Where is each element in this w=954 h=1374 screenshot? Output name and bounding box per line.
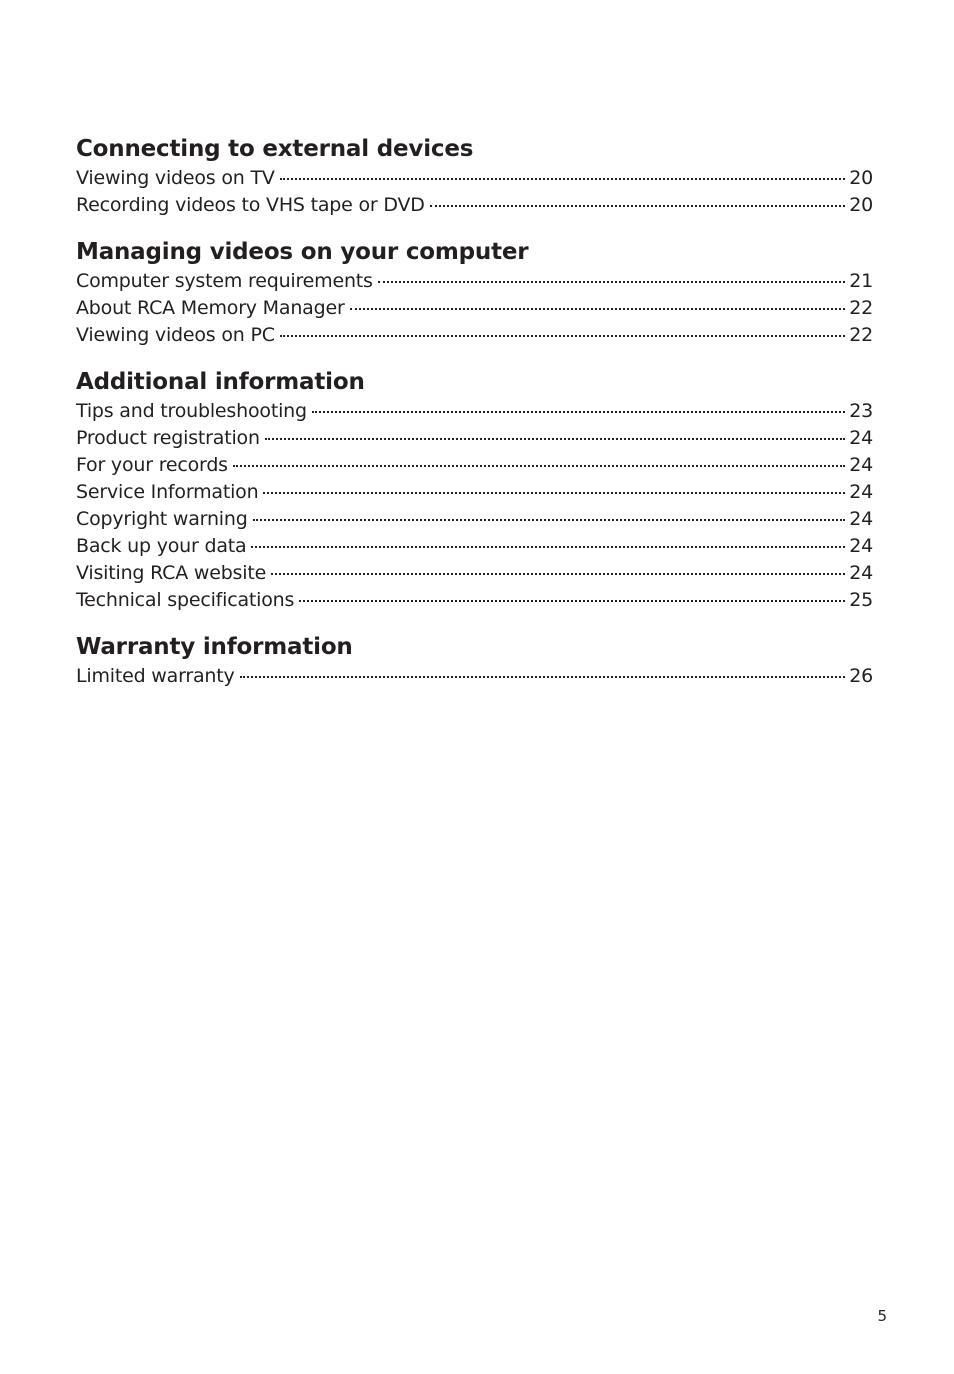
dot-leader bbox=[280, 170, 846, 180]
entry-page-number: 23 bbox=[849, 400, 873, 422]
toc-entry[interactable] bbox=[76, 322, 873, 349]
entry-title: Product registration bbox=[76, 427, 260, 449]
entry-title: Service Information bbox=[76, 481, 259, 503]
entry-title: Recording videos to VHS tape or DVD bbox=[76, 194, 425, 216]
toc-entry[interactable] bbox=[76, 268, 873, 295]
entry-title: Tips and troubleshooting bbox=[76, 400, 307, 422]
entry-title: For your records bbox=[76, 454, 228, 476]
dot-leader bbox=[263, 484, 845, 494]
dot-leader bbox=[233, 457, 845, 467]
entry-title: Limited warranty bbox=[76, 665, 235, 687]
table-of-contents bbox=[76, 133, 873, 707]
entry-title: Visiting RCA website bbox=[76, 562, 267, 584]
toc-entry[interactable] bbox=[76, 192, 873, 219]
section-title: Connecting to external devices bbox=[76, 136, 474, 162]
toc-entry[interactable] bbox=[76, 663, 873, 690]
entry-page-number: 26 bbox=[849, 665, 873, 687]
toc-entry[interactable] bbox=[76, 425, 873, 452]
dot-leader bbox=[299, 592, 845, 602]
entry-title: Back up your data bbox=[76, 535, 247, 557]
dot-leader bbox=[312, 403, 845, 413]
section-title: Managing videos on your computer bbox=[76, 239, 529, 265]
entry-title: Viewing videos on PC bbox=[76, 324, 275, 346]
toc-entry[interactable] bbox=[76, 587, 873, 614]
entry-page-number: 21 bbox=[849, 270, 873, 292]
toc-entry[interactable] bbox=[76, 398, 873, 425]
dot-leader bbox=[253, 511, 846, 521]
toc-entry[interactable] bbox=[76, 295, 873, 322]
entry-page-number: 25 bbox=[849, 589, 873, 611]
toc-entry[interactable] bbox=[76, 560, 873, 587]
entry-page-number: 22 bbox=[849, 324, 873, 346]
toc-section-additional bbox=[76, 366, 873, 614]
entry-page-number: 24 bbox=[849, 481, 873, 503]
entry-page-number: 20 bbox=[849, 194, 873, 216]
toc-entry[interactable] bbox=[76, 452, 873, 479]
dot-leader bbox=[265, 430, 845, 440]
entry-page-number: 24 bbox=[849, 508, 873, 530]
toc-entry[interactable] bbox=[76, 165, 873, 192]
entry-page-number: 24 bbox=[849, 562, 873, 584]
dot-leader bbox=[271, 565, 845, 575]
section-title: Warranty information bbox=[76, 634, 353, 660]
entry-page-number: 20 bbox=[849, 167, 873, 189]
page-number: 5 bbox=[877, 1307, 887, 1325]
toc-entry[interactable] bbox=[76, 506, 873, 533]
dot-leader bbox=[378, 273, 845, 283]
dot-leader bbox=[251, 538, 845, 548]
toc-entry[interactable] bbox=[76, 533, 873, 560]
toc-section-managing bbox=[76, 236, 873, 349]
toc-section-connecting bbox=[76, 133, 873, 219]
entry-title: Computer system requirements bbox=[76, 270, 373, 292]
entry-title: Viewing videos on TV bbox=[76, 167, 275, 189]
dot-leader bbox=[280, 327, 845, 337]
toc-section-warranty bbox=[76, 631, 873, 690]
entry-page-number: 22 bbox=[849, 297, 873, 319]
entry-page-number: 24 bbox=[849, 535, 873, 557]
section-title: Additional information bbox=[76, 369, 365, 395]
entry-title: Technical specifications bbox=[76, 589, 295, 611]
dot-leader bbox=[240, 668, 846, 678]
entry-title: Copyright warning bbox=[76, 508, 248, 530]
entry-title: About RCA Memory Manager bbox=[76, 297, 345, 319]
dot-leader bbox=[350, 300, 846, 310]
toc-entry[interactable] bbox=[76, 479, 873, 506]
entry-page-number: 24 bbox=[849, 454, 873, 476]
entry-page-number: 24 bbox=[849, 427, 873, 449]
dot-leader bbox=[430, 197, 846, 207]
